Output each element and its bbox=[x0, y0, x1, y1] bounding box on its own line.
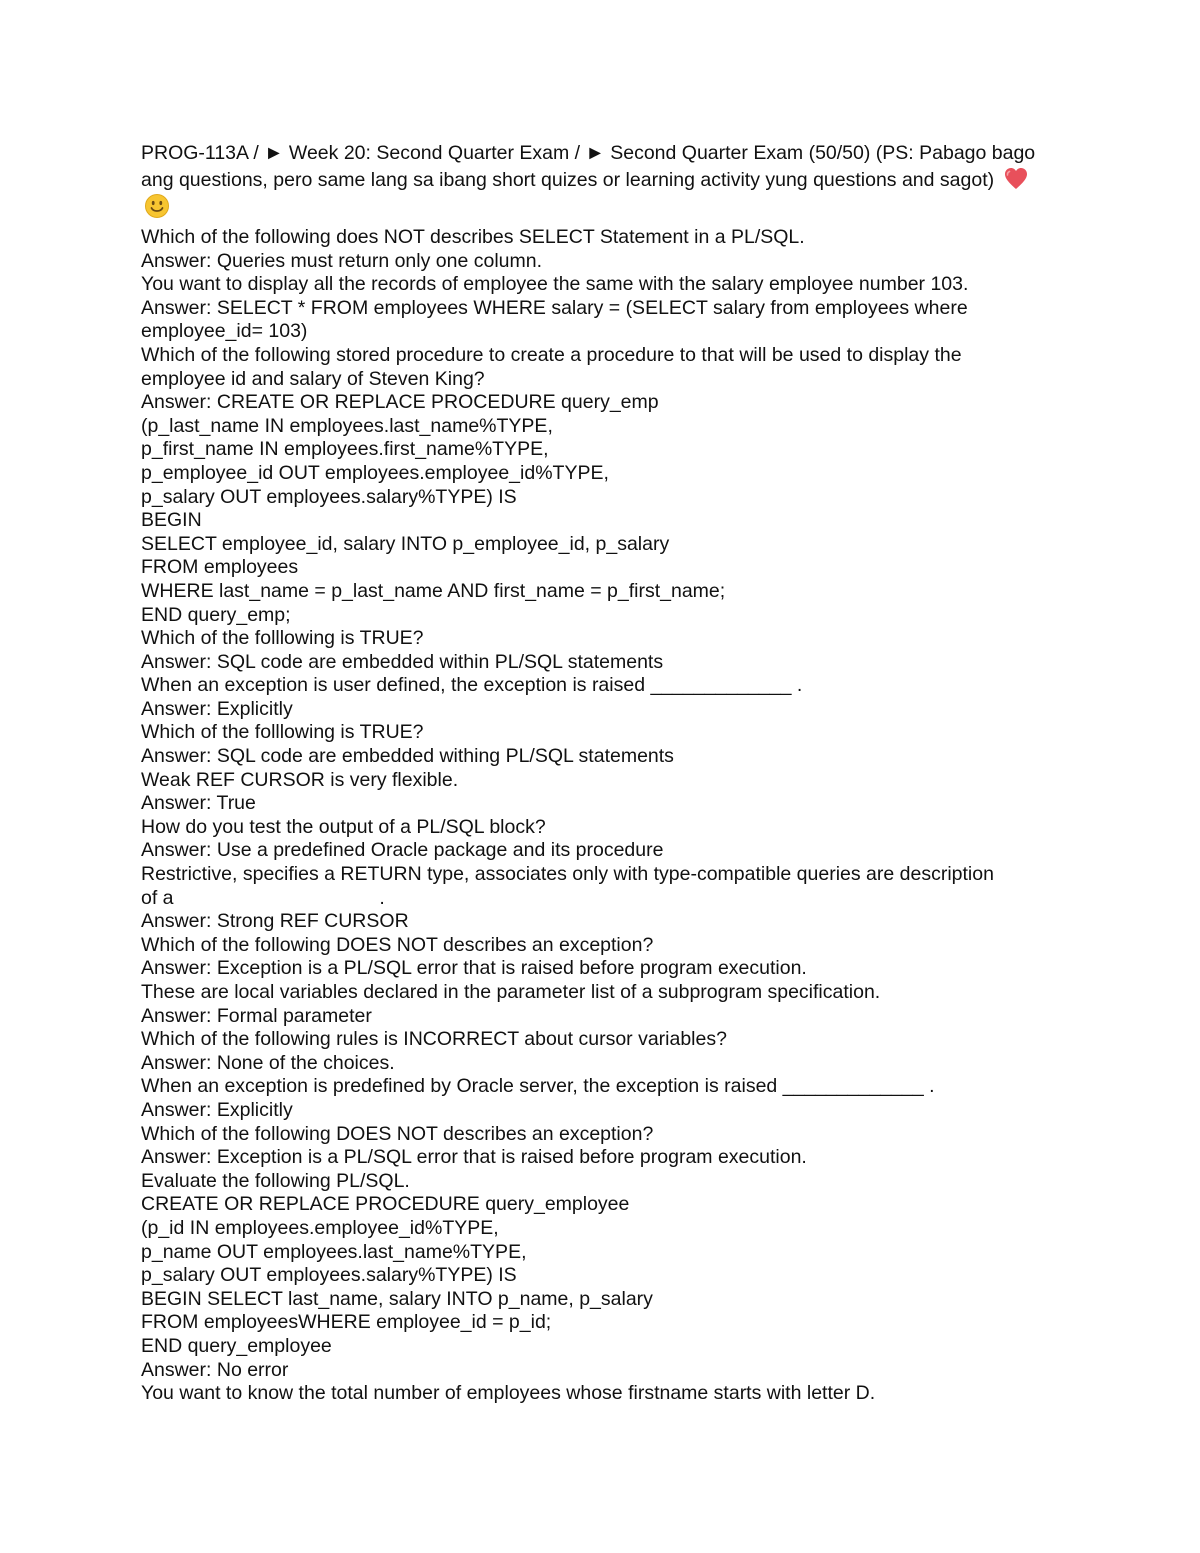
header-text: PROG-113A / ► Week 20: Second Quarter Exam / ► Second Quarter Exam (50/50) (PS: Pabago bago ang questions, pero same lang sa ibang short quizes or learning activity yung questions and sagot) bbox=[141, 142, 1036, 191]
text-line: Which of the following stored procedure to create a procedure to that will be used to display the bbox=[141, 343, 962, 366]
text-line: Evaluate the following PL/SQL. bbox=[141, 1169, 410, 1192]
text-line: Which of the following does NOT describes SELECT Statement in a PL/SQL. bbox=[141, 226, 805, 248]
text-line: SELECT employee_id, salary INTO p_employee_id, p_salary bbox=[141, 532, 670, 555]
text-line: (p_last_name IN employees.last_name%TYPE, bbox=[141, 414, 553, 437]
text-line: p_name OUT employees.last_name%TYPE, bbox=[141, 1240, 527, 1263]
text-line: Answer: Queries must return only one column. bbox=[141, 249, 543, 272]
smiley-icon bbox=[144, 193, 170, 219]
text-line: CREATE OR REPLACE PROCEDURE query_employee bbox=[141, 1193, 630, 1216]
text-line: You want to display all the records of employee the same with the salary employee number 103. bbox=[141, 273, 969, 296]
text-line: Answer: Strong REF CURSOR bbox=[141, 910, 409, 933]
text-line: BEGIN bbox=[141, 509, 202, 532]
text-line: p_first_name IN employees.first_name%TYPE, bbox=[141, 438, 549, 461]
text-line: Answer: SELECT * FROM employees WHERE salary = (SELECT salary from employees where bbox=[141, 296, 968, 319]
text-line: employee_id= 103) bbox=[141, 320, 308, 343]
text-line: Answer: Use a predefined Oracle package and its procedure bbox=[141, 839, 664, 862]
text-line: Answer: Formal parameter bbox=[141, 1004, 372, 1027]
text-line: Answer: Exception is a PL/SQL error that is raised before program execution. bbox=[141, 1146, 807, 1169]
text-line: You want to know the total number of employees whose firstname starts with letter D. bbox=[141, 1382, 876, 1405]
text-line: Which of the following DOES NOT describes an exception? bbox=[141, 1122, 654, 1145]
text-line: How do you test the output of a PL/SQL block? bbox=[141, 815, 546, 838]
text-line: Answer: Explicitly bbox=[141, 697, 293, 720]
text-line: Answer: CREATE OR REPLACE PROCEDURE query_emp bbox=[141, 391, 659, 414]
text-line: Answer: Exception is a PL/SQL error that is raised before program execution. bbox=[141, 957, 807, 980]
text-line: When an exception is predefined by Oracle server, the exception is raised _____________ . bbox=[141, 1075, 935, 1098]
text-line: Answer: Explicitly bbox=[141, 1098, 293, 1121]
text-line: of a . bbox=[141, 886, 385, 909]
text-line: Restrictive, specifies a RETURN type, associates only with type-compatible queries are description bbox=[141, 863, 994, 886]
text-line: Answer: SQL code are embedded within PL/SQL statements bbox=[141, 650, 664, 673]
text-line: END query_employee bbox=[141, 1334, 332, 1357]
document-header bbox=[141, 140, 1051, 220]
text-line: (p_id IN employees.employee_id%TYPE, bbox=[141, 1216, 499, 1239]
text-line: Answer: SQL code are embedded withing PL/SQL statements bbox=[141, 745, 674, 768]
text-line: When an exception is user defined, the exception is raised _____________ . bbox=[141, 674, 803, 697]
text-line: Which of the following rules is INCORRECT about cursor variables? bbox=[141, 1028, 727, 1051]
question-list bbox=[141, 226, 1051, 1406]
text-line: Which of the following DOES NOT describes an exception? bbox=[141, 933, 654, 956]
text-line: employee id and salary of Steven King? bbox=[141, 367, 485, 390]
document-content bbox=[141, 140, 1051, 1406]
text-line: WHERE last_name = p_last_name AND first_name = p_first_name; bbox=[141, 579, 726, 602]
text-line: Weak REF CURSOR is very flexible. bbox=[141, 768, 459, 791]
text-line: Answer: True bbox=[141, 792, 256, 815]
text-line: FROM employeesWHERE employee_id = p_id; bbox=[141, 1311, 552, 1334]
text-line: END query_emp; bbox=[141, 603, 291, 626]
text-line: Which of the folllowing is TRUE? bbox=[141, 721, 424, 744]
text-line: BEGIN SELECT last_name, salary INTO p_name, p_salary bbox=[141, 1287, 653, 1310]
text-line: p_salary OUT employees.salary%TYPE) IS bbox=[141, 1264, 517, 1287]
text-line: Which of the folllowing is TRUE? bbox=[141, 627, 424, 650]
text-line: p_salary OUT employees.salary%TYPE) IS bbox=[141, 485, 517, 508]
text-line: Answer: No error bbox=[141, 1358, 289, 1381]
text-line: p_employee_id OUT employees.employee_id%TYPE, bbox=[141, 461, 609, 484]
text-line: FROM employees bbox=[141, 556, 299, 579]
text-line: These are local variables declared in the parameter list of a subprogram specification. bbox=[141, 981, 881, 1003]
heart-icon bbox=[1003, 166, 1029, 192]
text-line: Answer: None of the choices. bbox=[141, 1051, 395, 1074]
